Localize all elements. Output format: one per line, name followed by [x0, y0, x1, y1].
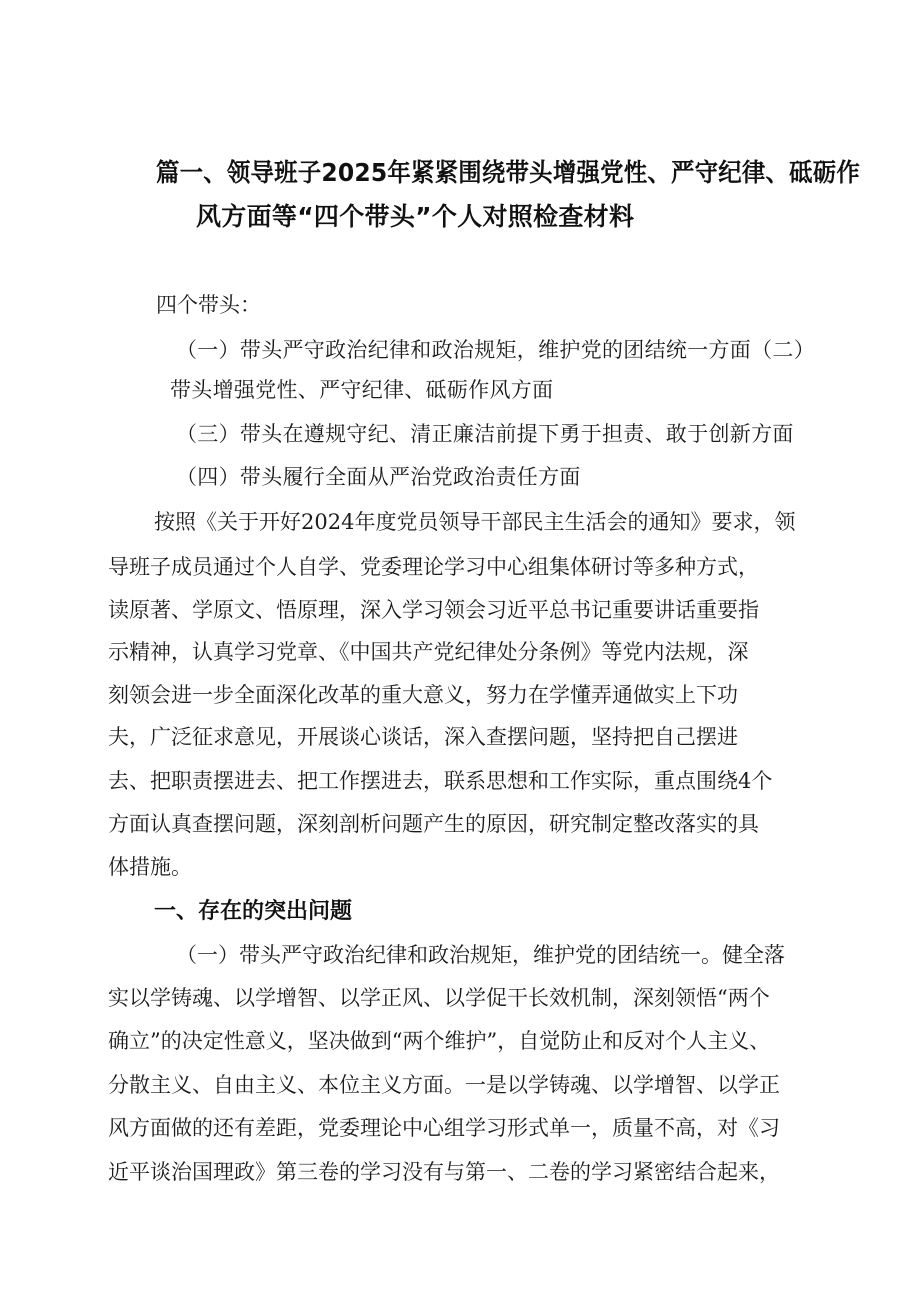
four-leads-item-1-line-2: 带头增强党性、严守纪律、砥砺作风方面: [170, 378, 554, 402]
section-1-line-4: 分散主义、自由主义、本位主义方面。一是以学铸魂、以学增智、以学正: [108, 1073, 780, 1097]
intro-line-5: 刻领会进一步全面深化改革的重大意义，努力在学懂弄通做实上下功: [108, 683, 738, 707]
intro-line-3: 读原著、学原文、悟原理，深入学习领会习近平总书记重要讲话重要指: [108, 598, 759, 622]
four-leads-label: 四个带头：: [156, 293, 261, 317]
four-leads-item-4: （四）带头履行全面从严治党政治责任方面: [176, 465, 581, 489]
intro-line-1: 按照《关于开好2024年度党员领导干部民主生活会的通知》要求，领: [154, 510, 796, 534]
section-1-line-1: （一）带头严守政治纪律和政治规矩，维护党的团结统一。健全落: [176, 943, 785, 967]
four-leads-item-3: （三）带头在遵规守纪、清正廉洁前提下勇于担责、敢于创新方面: [176, 422, 794, 446]
section-1-heading: 一、存在的突出问题: [154, 899, 353, 924]
section-1-line-2: 实以学铸魂、以学增智、以学正风、以学促干长效机制，深刻领悟“两个: [108, 986, 770, 1010]
section-1-line-3: 确立”的决定性意义，坚决做到“两个维护”，自觉防止和反对个人主义、: [108, 1029, 771, 1053]
intro-line-4: 示精神，认真学习党章、《中国共产党纪律处分条例》等党内法规，深: [108, 640, 749, 664]
four-leads-item-1-line-1: （一）带头严守政治纪律和政治规矩，维护党的团结统一方面（二）: [176, 338, 815, 362]
intro-line-8: 方面认真查摆问题，深刻剖析问题产生的原因，研究制定整改落实的具: [108, 812, 759, 836]
document-title-line-1: 篇一、领导班子2025年紧紧围绕带头增强党性、严守纪律、砥砺作: [156, 158, 861, 187]
intro-line-7: 去、把职责摆进去、把工作摆进去，联系思想和工作实际，重点围绕4个: [108, 769, 773, 793]
document-title-line-2: 风方面等“四个带头”个人对照检查材料: [196, 202, 635, 231]
intro-line-2: 导班子成员通过个人自学、党委理论学习中心组集体研讨等多种方式，: [108, 555, 759, 579]
intro-line-9: 体措施。: [108, 855, 192, 879]
section-1-line-6: 近平谈治国理政》第三卷的学习没有与第一、二卷的学习紧密结合起来，: [108, 1160, 780, 1184]
intro-line-6: 夫，广泛征求意见，开展谈心谈话，深入查摆问题，坚持把自己摆进: [108, 725, 738, 749]
section-1-line-5: 风方面做的还有差距，党委理论中心组学习形式单一，质量不高，对《习: [108, 1116, 780, 1140]
